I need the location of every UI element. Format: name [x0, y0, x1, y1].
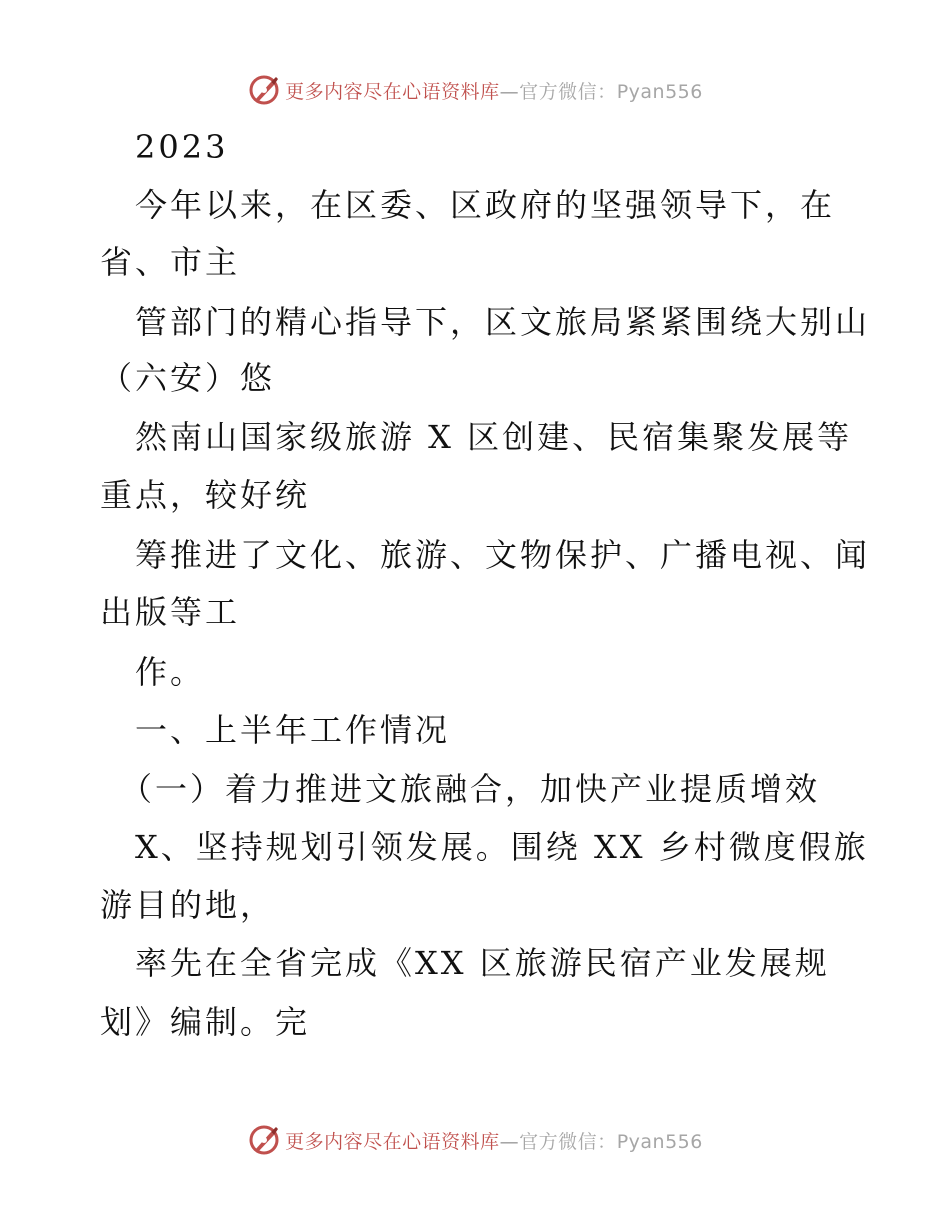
watermark-dash: —	[499, 1130, 520, 1153]
watermark-dash: —	[499, 80, 520, 103]
header-watermark	[0, 70, 950, 110]
watermark-text	[285, 1127, 703, 1154]
doc-line: 作。	[135, 653, 206, 691]
watermark-official-label: 官方微信：	[519, 1130, 617, 1153]
section-heading: 一、上半年工作情况	[135, 711, 451, 749]
watermark-wechat-id: Pyan556	[616, 80, 703, 103]
watermark-brand: 更多内容尽在心语资料库	[285, 1130, 500, 1153]
subsection-heading: （一）着力推进文旅融合，加快产业提质增效	[120, 770, 821, 808]
doc-line: 出版等工	[100, 593, 241, 631]
doc-line: 率先在全省完成《XX 区旅游民宿产业发展规	[135, 944, 830, 982]
watermark-brand: 更多内容尽在心语资料库	[285, 80, 500, 103]
doc-line: X、坚持规划引领发展。围绕 XX 乡村微度假旅	[135, 828, 869, 866]
doc-line: 划》编制。完	[100, 1003, 311, 1041]
watermark-text	[285, 77, 703, 104]
doc-line: 筹推进了文化、旅游、文物保护、广播电视、闻	[135, 536, 871, 574]
doc-line: 今年以来，在区委、区政府的坚强领导下，在	[135, 186, 836, 224]
watermark-wechat-id: Pyan556	[616, 1130, 703, 1153]
doc-line: 然南山国家级旅游 X 区创建、民宿集聚发展等	[135, 418, 853, 456]
quill-pen-logo-icon	[247, 73, 281, 107]
doc-line: 省、市主	[100, 243, 241, 281]
doc-line: 管部门的精心指导下，区文旅局紧紧围绕大别山	[135, 303, 871, 341]
watermark-official-label: 官方微信：	[519, 80, 617, 103]
footer-watermark	[0, 1120, 950, 1160]
doc-line: 2023	[135, 128, 229, 166]
doc-line: 游目的地，	[100, 886, 276, 924]
doc-line: （六安）悠	[100, 359, 276, 397]
doc-line: 重点，较好统	[100, 476, 311, 514]
quill-pen-logo-icon	[247, 1123, 281, 1157]
